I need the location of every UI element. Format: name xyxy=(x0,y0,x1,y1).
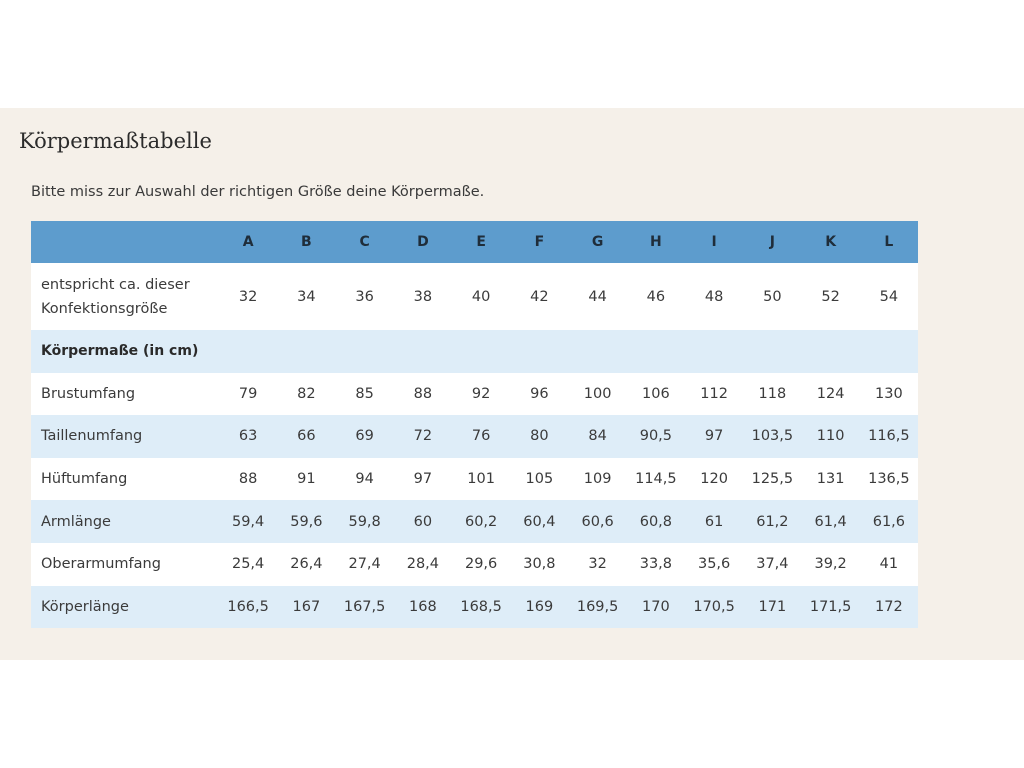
page-title: Körpermaßtabelle xyxy=(19,129,212,153)
table-cell: 35,6 xyxy=(685,543,743,586)
table-cell: 40 xyxy=(452,263,510,330)
table-cell: 85 xyxy=(336,373,394,416)
table-cell: 96 xyxy=(510,373,568,416)
table-cell: 97 xyxy=(685,415,743,458)
table-cell: 61,4 xyxy=(802,500,860,543)
table-cell: 32 xyxy=(219,263,277,330)
table-cell: 101 xyxy=(452,458,510,501)
row-label: entspricht ca. dieser Konfektionsgröße xyxy=(31,263,219,330)
table-cell: 54 xyxy=(860,263,918,330)
row-label: Brustumfang xyxy=(31,373,219,416)
table-cell: 131 xyxy=(802,458,860,501)
table-cell: 42 xyxy=(510,263,568,330)
table-cell: 112 xyxy=(685,373,743,416)
table-row xyxy=(31,500,918,543)
table-cell: 28,4 xyxy=(394,543,452,586)
table-cell: 118 xyxy=(743,373,801,416)
table-cell: 110 xyxy=(802,415,860,458)
table-cell: 91 xyxy=(277,458,335,501)
table-cell: 38 xyxy=(394,263,452,330)
row-label: Taillenumfang xyxy=(31,415,219,458)
table-cell: 167 xyxy=(277,586,335,629)
table-cell: 33,8 xyxy=(627,543,685,586)
table-cell: 44 xyxy=(569,263,627,330)
table-cell: 97 xyxy=(394,458,452,501)
size-header-cell: K xyxy=(802,221,860,263)
table-row xyxy=(31,543,918,586)
table-cell: 60,8 xyxy=(627,500,685,543)
table-row xyxy=(31,458,918,501)
table-cell: 76 xyxy=(452,415,510,458)
table-cell: 59,6 xyxy=(277,500,335,543)
table-cell: 116,5 xyxy=(860,415,918,458)
size-header-cell: G xyxy=(569,221,627,263)
table-cell: 120 xyxy=(685,458,743,501)
size-header-cell: B xyxy=(277,221,335,263)
size-header-cell: C xyxy=(336,221,394,263)
table-cell: 106 xyxy=(627,373,685,416)
table-cell: 69 xyxy=(336,415,394,458)
table-cell: 136,5 xyxy=(860,458,918,501)
table-cell: 167,5 xyxy=(336,586,394,629)
table-row xyxy=(31,415,918,458)
table-cell: 82 xyxy=(277,373,335,416)
table-cell: 72 xyxy=(394,415,452,458)
size-table xyxy=(31,221,918,628)
size-chart-panel xyxy=(0,108,1024,660)
table-cell: 166,5 xyxy=(219,586,277,629)
size-header-cell: D xyxy=(394,221,452,263)
table-cell: 60,4 xyxy=(510,500,568,543)
size-header-cell: A xyxy=(219,221,277,263)
table-cell: 168 xyxy=(394,586,452,629)
table-cell: 25,4 xyxy=(219,543,277,586)
table-cell: 80 xyxy=(510,415,568,458)
table-cell: 39,2 xyxy=(802,543,860,586)
table-cell: 170 xyxy=(627,586,685,629)
table-cell: 92 xyxy=(452,373,510,416)
table-cell: 29,6 xyxy=(452,543,510,586)
table-row xyxy=(31,373,918,416)
table-cell: 170,5 xyxy=(685,586,743,629)
table-cell: 130 xyxy=(860,373,918,416)
table-cell: 60 xyxy=(394,500,452,543)
table-cell: 27,4 xyxy=(336,543,394,586)
table-cell: 169,5 xyxy=(569,586,627,629)
table-cell: 50 xyxy=(743,263,801,330)
size-header-cell: E xyxy=(452,221,510,263)
table-cell: 94 xyxy=(336,458,394,501)
table-cell: 171 xyxy=(743,586,801,629)
table-cell: 30,8 xyxy=(510,543,568,586)
table-cell: 90,5 xyxy=(627,415,685,458)
table-cell: 124 xyxy=(802,373,860,416)
table-cell: 48 xyxy=(685,263,743,330)
row-label: Körperlänge xyxy=(31,586,219,629)
table-cell: 26,4 xyxy=(277,543,335,586)
table-cell: 66 xyxy=(277,415,335,458)
table-row xyxy=(31,586,918,629)
table-cell: 61,6 xyxy=(860,500,918,543)
table-cell: 61 xyxy=(685,500,743,543)
intro-text: Bitte miss zur Auswahl der richtigen Größe deine Körpermaße. xyxy=(31,184,485,200)
table-cell: 32 xyxy=(569,543,627,586)
table-cell: 36 xyxy=(336,263,394,330)
table-cell: 34 xyxy=(277,263,335,330)
table-cell: 125,5 xyxy=(743,458,801,501)
table-cell: 171,5 xyxy=(802,586,860,629)
header-label-cell xyxy=(31,221,219,263)
table-cell: 59,8 xyxy=(336,500,394,543)
table-cell: 46 xyxy=(627,263,685,330)
size-header-cell: L xyxy=(860,221,918,263)
size-header-cell: J xyxy=(743,221,801,263)
table-cell: 63 xyxy=(219,415,277,458)
table-cell: 88 xyxy=(219,458,277,501)
table-cell: 105 xyxy=(510,458,568,501)
table-cell: 59,4 xyxy=(219,500,277,543)
table-cell: 60,6 xyxy=(569,500,627,543)
confection-size-row xyxy=(31,263,918,330)
table-cell: 100 xyxy=(569,373,627,416)
table-cell: 41 xyxy=(860,543,918,586)
size-header-cell: I xyxy=(685,221,743,263)
size-header-row xyxy=(31,221,918,263)
table-cell: 37,4 xyxy=(743,543,801,586)
section-header-row xyxy=(31,330,918,373)
table-cell: 172 xyxy=(860,586,918,629)
row-label: Armlänge xyxy=(31,500,219,543)
size-header-cell: F xyxy=(510,221,568,263)
table-cell: 88 xyxy=(394,373,452,416)
table-cell: 168,5 xyxy=(452,586,510,629)
table-cell: 61,2 xyxy=(743,500,801,543)
table-cell: 79 xyxy=(219,373,277,416)
table-cell: 109 xyxy=(569,458,627,501)
table-cell: 103,5 xyxy=(743,415,801,458)
row-label: Hüftumfang xyxy=(31,458,219,501)
size-header-cell: H xyxy=(627,221,685,263)
table-cell: 114,5 xyxy=(627,458,685,501)
section-label: Körpermaße (in cm) xyxy=(31,330,918,373)
table-cell: 60,2 xyxy=(452,500,510,543)
table-cell: 52 xyxy=(802,263,860,330)
row-label: Oberarmumfang xyxy=(31,543,219,586)
table-cell: 84 xyxy=(569,415,627,458)
table-cell: 169 xyxy=(510,586,568,629)
